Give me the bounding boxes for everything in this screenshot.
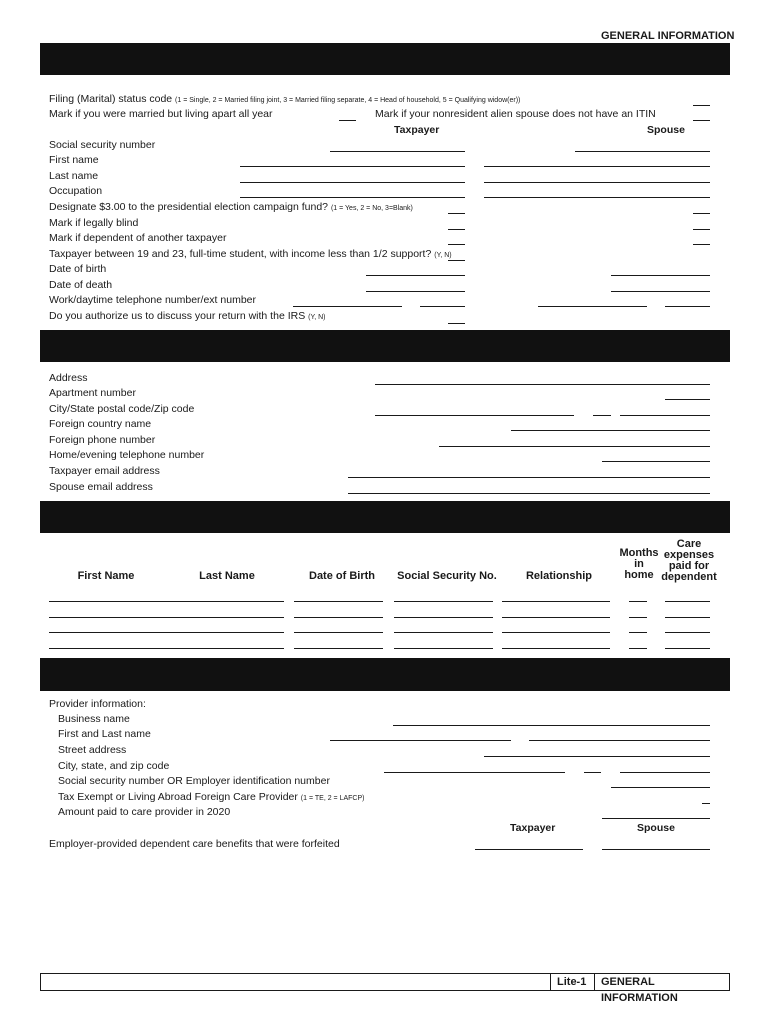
spouse-ssn-input[interactable] bbox=[575, 151, 710, 152]
months-header-line-1: Months bbox=[619, 547, 659, 559]
occupation-label: Occupation bbox=[49, 185, 103, 197]
section-bar-personal bbox=[40, 43, 730, 75]
dep-col-ssn: Social Security No. bbox=[397, 570, 497, 582]
provider-name-label: First and Last name bbox=[58, 728, 151, 740]
apartment-input[interactable] bbox=[665, 399, 710, 400]
care-header-line-1: Care bbox=[676, 538, 702, 550]
care-header-line-3: paid for bbox=[668, 560, 710, 572]
city-label: City/State postal code/Zip code bbox=[49, 403, 195, 415]
provider-city-input[interactable] bbox=[384, 772, 565, 773]
provider-last-name-input[interactable] bbox=[529, 740, 710, 741]
care-col-taxpayer: Taxpayer bbox=[510, 822, 556, 834]
zip-input[interactable] bbox=[620, 415, 710, 416]
home-phone-label: Home/evening telephone number bbox=[49, 449, 205, 461]
address-input[interactable] bbox=[375, 384, 710, 385]
spouse-dependent-input[interactable] bbox=[693, 244, 710, 245]
section-bar-care-provider bbox=[40, 658, 730, 691]
page-header-title: GENERAL INFORMATION bbox=[601, 30, 735, 42]
exempt-input[interactable] bbox=[702, 803, 710, 804]
filing-status-input[interactable] bbox=[693, 105, 710, 106]
spouse-dod-input[interactable] bbox=[611, 291, 710, 292]
work-phone-label: Work/daytime telephone number/ext number bbox=[49, 294, 256, 306]
dep-dob-input[interactable] bbox=[294, 601, 383, 602]
taxpayer-forfeited-input[interactable] bbox=[475, 849, 583, 850]
exempt-row bbox=[58, 791, 364, 803]
spouse-dob-input[interactable] bbox=[611, 275, 710, 276]
dep-relationship-input[interactable] bbox=[502, 632, 610, 633]
col-header-taxpayer: Taxpayer bbox=[394, 124, 440, 136]
irs-discuss-row bbox=[49, 310, 326, 322]
ssn-label: Social security number bbox=[49, 139, 156, 151]
dep-months-input[interactable] bbox=[629, 648, 647, 649]
provider-city-label: City, state, and zip code bbox=[58, 760, 170, 772]
spouse-forfeited-input[interactable] bbox=[602, 849, 710, 850]
nonresident-spouse-label: Mark if your nonresident alien spouse does not have an ITIN bbox=[375, 108, 656, 120]
dependent-label: Mark if dependent of another taxpayer bbox=[49, 232, 227, 244]
spouse-first-name-input[interactable] bbox=[484, 166, 710, 167]
dep-relationship-input[interactable] bbox=[502, 648, 610, 649]
spouse-email-input[interactable] bbox=[348, 493, 710, 494]
exempt-codes: (1 = TE, 2 = LAFCP) bbox=[300, 795, 365, 802]
dep-name-input[interactable] bbox=[49, 632, 284, 633]
campaign-fund-codes: (1 = Yes, 2 = No, 3=Blank) bbox=[330, 205, 413, 212]
dep-name-input[interactable] bbox=[49, 601, 284, 602]
filing-status-label: Filing (Marital) status code bbox=[49, 93, 173, 105]
irs-discuss-codes: (Y, N) bbox=[308, 314, 326, 321]
irs-discuss-input[interactable] bbox=[448, 323, 465, 324]
footer-page-label: Lite-1 bbox=[550, 974, 596, 990]
spouse-last-name-input[interactable] bbox=[484, 182, 710, 183]
student-input[interactable] bbox=[448, 260, 465, 261]
dep-col-months-in-home bbox=[618, 548, 660, 581]
col-header-spouse: Spouse bbox=[647, 124, 685, 136]
foreign-phone-label: Foreign phone number bbox=[49, 434, 156, 446]
dep-ssn-input[interactable] bbox=[394, 648, 493, 649]
section-bar-address bbox=[40, 330, 730, 362]
street-input[interactable] bbox=[484, 756, 710, 757]
taxpayer-blind-input[interactable] bbox=[448, 229, 465, 230]
dod-label: Date of death bbox=[49, 279, 113, 291]
taxpayer-email-input[interactable] bbox=[348, 477, 710, 478]
taxpayer-last-name-input[interactable] bbox=[240, 182, 465, 183]
taxpayer-dob-input[interactable] bbox=[366, 275, 465, 276]
dob-label: Date of birth bbox=[49, 263, 107, 275]
dep-care-input[interactable] bbox=[665, 632, 710, 633]
foreign-phone-input[interactable] bbox=[439, 446, 710, 447]
footer bbox=[40, 973, 730, 1004]
dep-months-input[interactable] bbox=[629, 632, 647, 633]
student-codes: (Y, N) bbox=[434, 252, 452, 259]
irs-discuss-label: Do you authorize us to discuss your return with the IRS bbox=[49, 310, 306, 322]
ssn-ein-input[interactable] bbox=[611, 787, 710, 788]
married-apart-input[interactable] bbox=[339, 120, 356, 121]
dep-care-input[interactable] bbox=[665, 648, 710, 649]
provider-info-label: Provider information: bbox=[49, 698, 146, 710]
dep-col-first-name: First Name bbox=[77, 570, 135, 582]
dep-dob-input[interactable] bbox=[294, 648, 383, 649]
dep-ssn-input[interactable] bbox=[394, 601, 493, 602]
dep-col-last-name: Last Name bbox=[199, 570, 255, 582]
country-input[interactable] bbox=[511, 430, 710, 431]
dep-care-input[interactable] bbox=[665, 601, 710, 602]
dep-care-input[interactable] bbox=[665, 617, 710, 618]
student-label: Taxpayer between 19 and 23, full-time student, with income less than 1/2 support? bbox=[49, 248, 432, 260]
provider-first-name-input[interactable] bbox=[330, 740, 511, 741]
dep-name-input[interactable] bbox=[49, 617, 284, 618]
taxpayer-work-ext-input[interactable] bbox=[420, 306, 465, 307]
dep-col-relationship: Relationship bbox=[525, 570, 592, 582]
first-name-label: First name bbox=[49, 154, 99, 166]
dep-name-input[interactable] bbox=[49, 648, 284, 649]
provider-zip-input[interactable] bbox=[620, 772, 710, 773]
dep-ssn-input[interactable] bbox=[394, 632, 493, 633]
care-header-line-4: dependent bbox=[661, 571, 717, 583]
business-name-label: Business name bbox=[58, 713, 130, 725]
taxpayer-first-name-input[interactable] bbox=[240, 166, 465, 167]
taxpayer-dependent-input[interactable] bbox=[448, 244, 465, 245]
ssn-ein-label: Social security number OR Employer identification number bbox=[58, 775, 330, 787]
taxpayer-campaign-input[interactable] bbox=[448, 213, 465, 214]
section-bar-dependents bbox=[40, 501, 730, 533]
dep-relationship-input[interactable] bbox=[502, 601, 610, 602]
country-label: Foreign country name bbox=[49, 418, 152, 430]
student-row bbox=[49, 248, 452, 260]
last-name-label: Last name bbox=[49, 170, 99, 182]
dep-ssn-input[interactable] bbox=[394, 617, 493, 618]
dep-months-input[interactable] bbox=[629, 601, 647, 602]
married-apart-label: Mark if you were married but living apart all year bbox=[49, 108, 273, 120]
care-header-line-2: expenses bbox=[663, 549, 715, 561]
spouse-work-phone-input[interactable] bbox=[538, 306, 647, 307]
provider-state-input[interactable] bbox=[584, 772, 601, 773]
dep-col-care-expenses bbox=[660, 539, 718, 583]
spouse-blind-input[interactable] bbox=[693, 229, 710, 230]
months-header-line-3: home bbox=[624, 569, 654, 581]
legally-blind-label: Mark if legally blind bbox=[49, 217, 139, 229]
city-input[interactable] bbox=[375, 415, 574, 416]
forfeited-label: Employer-provided dependent care benefits that were forfeited bbox=[49, 838, 340, 850]
spouse-occupation-input[interactable] bbox=[484, 197, 710, 198]
business-name-input[interactable] bbox=[393, 725, 710, 726]
nonresident-spouse-input[interactable] bbox=[693, 120, 710, 121]
campaign-fund-row bbox=[49, 201, 413, 213]
dep-months-input[interactable] bbox=[629, 617, 647, 618]
months-header-line-2: in bbox=[634, 558, 644, 570]
spouse-work-ext-input[interactable] bbox=[665, 306, 710, 307]
taxpayer-ssn-input[interactable] bbox=[330, 151, 465, 152]
taxpayer-occupation-input[interactable] bbox=[240, 197, 465, 198]
spouse-campaign-input[interactable] bbox=[693, 213, 710, 214]
amount-label: Amount paid to care provider in 2020 bbox=[58, 806, 231, 818]
home-phone-input[interactable] bbox=[602, 461, 710, 462]
care-col-spouse: Spouse bbox=[637, 822, 675, 834]
dep-dob-input[interactable] bbox=[294, 617, 383, 618]
street-label: Street address bbox=[58, 744, 127, 756]
exempt-label: Tax Exempt or Living Abroad Foreign Care Provider bbox=[58, 791, 298, 803]
spouse-email-label: Spouse email address bbox=[49, 481, 153, 493]
state-input[interactable] bbox=[593, 415, 611, 416]
apartment-label: Apartment number bbox=[49, 387, 136, 399]
taxpayer-email-label: Taxpayer email address bbox=[49, 465, 160, 477]
dep-relationship-input[interactable] bbox=[502, 617, 610, 618]
filing-status-row bbox=[49, 93, 520, 105]
taxpayer-work-phone-input[interactable] bbox=[293, 306, 402, 307]
dep-dob-input[interactable] bbox=[294, 632, 383, 633]
address-label: Address bbox=[49, 372, 88, 384]
filing-status-codes: (1 = Single, 2 = Married filing joint, 3 = Married filing separate, 4 = Head of household, 5 = Qualifying widow(er)) bbox=[175, 97, 521, 104]
footer-title: GENERAL INFORMATION bbox=[594, 974, 729, 990]
amount-input[interactable] bbox=[602, 818, 710, 819]
campaign-fund-label: Designate $3.00 to the presidential election campaign fund? bbox=[49, 201, 329, 213]
dep-col-dob: Date of Birth bbox=[309, 570, 375, 582]
taxpayer-dod-input[interactable] bbox=[366, 291, 465, 292]
